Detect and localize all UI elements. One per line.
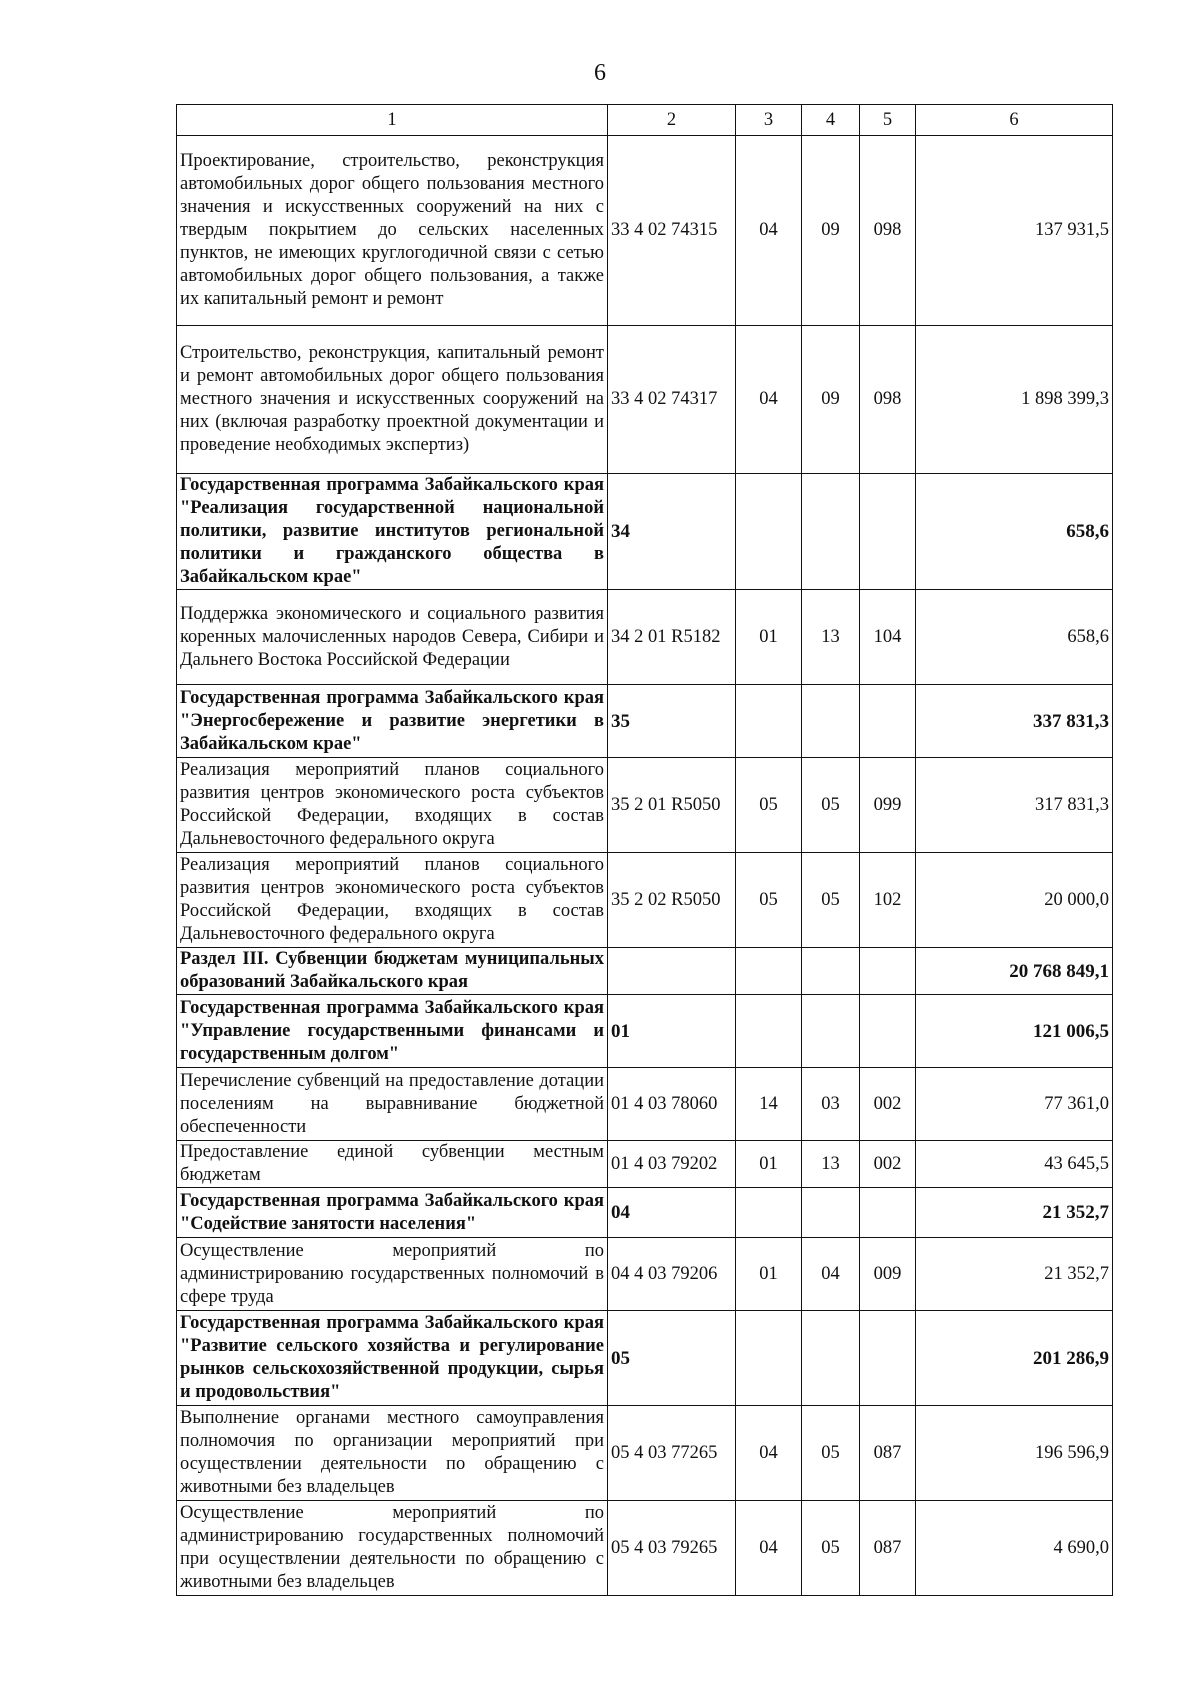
page-number: 6 <box>594 60 606 86</box>
row-col3-cell: 01 <box>736 1238 802 1311</box>
row-amount-cell: 20 768 849,1 <box>916 948 1113 995</box>
row-name-cell: Поддержка экономического и социального развития коренных малочисленных народов Севера, Сибири и Дальнего Востока Российской Федерации <box>177 590 608 685</box>
row-col5-cell: 087 <box>860 1406 916 1501</box>
row-code-cell: 35 2 02 R5050 <box>608 853 736 948</box>
row-col5-cell: 102 <box>860 853 916 948</box>
row-amount-cell: 658,6 <box>916 474 1113 590</box>
column-header-1: 1 <box>177 105 608 136</box>
row-amount-cell: 201 286,9 <box>916 1311 1113 1406</box>
table-row <box>177 136 1113 326</box>
table-row <box>177 1406 1113 1501</box>
row-col4-cell <box>802 474 860 590</box>
row-col3-cell: 04 <box>736 1406 802 1501</box>
row-col4-cell: 13 <box>802 1141 860 1188</box>
row-code-cell: 01 <box>608 995 736 1068</box>
row-col3-cell <box>736 1188 802 1238</box>
row-col3-cell <box>736 948 802 995</box>
table-row <box>177 758 1113 853</box>
row-code-cell <box>608 948 736 995</box>
row-col4-cell: 04 <box>802 1238 860 1311</box>
row-col5-cell: 098 <box>860 326 916 474</box>
row-col3-cell: 05 <box>736 853 802 948</box>
table-row <box>177 1141 1113 1188</box>
row-col4-cell: 03 <box>802 1068 860 1141</box>
row-col4-cell <box>802 995 860 1068</box>
row-code-cell: 05 4 03 77265 <box>608 1406 736 1501</box>
row-amount-cell: 317 831,3 <box>916 758 1113 853</box>
row-col5-cell: 009 <box>860 1238 916 1311</box>
row-name-cell: Государственная программа Забайкальского края "Энергосбережение и развитие энергетики в Забайкальском крае" <box>177 685 608 758</box>
row-name-cell: Перечисление субвенций на предоставление дотации поселениям на выравнивание бюджетной обеспеченности <box>177 1068 608 1141</box>
row-col3-cell: 04 <box>736 1501 802 1596</box>
row-amount-cell: 21 352,7 <box>916 1188 1113 1238</box>
row-col3-cell <box>736 995 802 1068</box>
row-code-cell: 35 <box>608 685 736 758</box>
row-amount-cell: 4 690,0 <box>916 1501 1113 1596</box>
row-amount-cell: 1 898 399,3 <box>916 326 1113 474</box>
row-col5-cell: 002 <box>860 1068 916 1141</box>
row-name-cell: Государственная программа Забайкальского края "Развитие сельского хозяйства и регулирование рынков сельскохозяйственной продукции, сырья и продовольствия" <box>177 1311 608 1406</box>
table-row <box>177 326 1113 474</box>
row-col5-cell <box>860 685 916 758</box>
row-amount-cell: 43 645,5 <box>916 1141 1113 1188</box>
row-col4-cell <box>802 1188 860 1238</box>
row-code-cell: 33 4 02 74315 <box>608 136 736 326</box>
table-row <box>177 1188 1113 1238</box>
row-col3-cell <box>736 474 802 590</box>
row-col4-cell: 13 <box>802 590 860 685</box>
row-code-cell: 04 <box>608 1188 736 1238</box>
row-name-cell: Государственная программа Забайкальского края "Содействие занятости населения" <box>177 1188 608 1238</box>
row-col5-cell: 098 <box>860 136 916 326</box>
row-col5-cell: 087 <box>860 1501 916 1596</box>
table-row <box>177 1501 1113 1596</box>
column-header-6: 6 <box>916 105 1113 136</box>
row-code-cell: 01 4 03 79202 <box>608 1141 736 1188</box>
table-row <box>177 474 1113 590</box>
row-col4-cell <box>802 1311 860 1406</box>
column-header-4: 4 <box>802 105 860 136</box>
table-row <box>177 1238 1113 1311</box>
row-col5-cell <box>860 1311 916 1406</box>
row-col5-cell: 002 <box>860 1141 916 1188</box>
row-col3-cell: 14 <box>736 1068 802 1141</box>
row-code-cell: 34 2 01 R5182 <box>608 590 736 685</box>
table-row <box>177 590 1113 685</box>
row-name-cell: Реализация мероприятий планов социального развития центров экономического роста субъектов Российской Федерации, входящих в состав Дальневосточного федерального округа <box>177 758 608 853</box>
row-name-cell: Раздел III. Субвенции бюджетам муниципальных образований Забайкальского края <box>177 948 608 995</box>
row-col3-cell: 04 <box>736 136 802 326</box>
row-name-cell: Реализация мероприятий планов социального развития центров экономического роста субъектов Российской Федерации, входящих в состав Дальневосточного федерального округа <box>177 853 608 948</box>
column-header-2: 2 <box>608 105 736 136</box>
row-col4-cell <box>802 685 860 758</box>
row-col4-cell: 05 <box>802 758 860 853</box>
row-col3-cell: 04 <box>736 326 802 474</box>
row-col4-cell <box>802 948 860 995</box>
row-col4-cell: 09 <box>802 136 860 326</box>
row-code-cell: 05 4 03 79265 <box>608 1501 736 1596</box>
row-code-cell: 34 <box>608 474 736 590</box>
row-code-cell: 35 2 01 R5050 <box>608 758 736 853</box>
row-name-cell: Выполнение органами местного самоуправления полномочия по организации мероприятий при осуществлении деятельности по обращению с животными без владельцев <box>177 1406 608 1501</box>
column-header-3: 3 <box>736 105 802 136</box>
row-col5-cell: 104 <box>860 590 916 685</box>
row-col5-cell: 099 <box>860 758 916 853</box>
row-name-cell: Предоставление единой субвенции местным бюджетам <box>177 1141 608 1188</box>
row-name-cell: Осуществление мероприятий по администрированию государственных полномочий при осуществлении деятельности по обращению с животными без владельцев <box>177 1501 608 1596</box>
row-col5-cell <box>860 948 916 995</box>
table-header-row <box>177 105 1113 136</box>
row-col3-cell <box>736 1311 802 1406</box>
row-code-cell: 33 4 02 74317 <box>608 326 736 474</box>
row-name-cell: Строительство, реконструкция, капитальный ремонт и ремонт автомобильных дорог общего пользования местного значения и искусственных сооружений на них (включая разработку проектной документации и проведение необходимых экспертиз) <box>177 326 608 474</box>
row-amount-cell: 21 352,7 <box>916 1238 1113 1311</box>
table-row <box>177 995 1113 1068</box>
budget-table <box>176 104 1113 1596</box>
row-col4-cell: 05 <box>802 1406 860 1501</box>
row-name-cell: Государственная программа Забайкальского края "Реализация государственной национальной политики, развитие институтов региональной политики и гражданского общества в Забайкальском крае" <box>177 474 608 590</box>
row-amount-cell: 121 006,5 <box>916 995 1113 1068</box>
column-header-5: 5 <box>860 105 916 136</box>
row-amount-cell: 77 361,0 <box>916 1068 1113 1141</box>
row-code-cell: 05 <box>608 1311 736 1406</box>
row-col3-cell: 01 <box>736 1141 802 1188</box>
table-row <box>177 1068 1113 1141</box>
row-col5-cell <box>860 474 916 590</box>
row-code-cell: 01 4 03 78060 <box>608 1068 736 1141</box>
row-name-cell: Осуществление мероприятий по администрированию государственных полномочий в сфере труда <box>177 1238 608 1311</box>
row-amount-cell: 20 000,0 <box>916 853 1113 948</box>
row-col4-cell: 05 <box>802 1501 860 1596</box>
table-row <box>177 948 1113 995</box>
row-col3-cell <box>736 685 802 758</box>
row-amount-cell: 658,6 <box>916 590 1113 685</box>
row-name-cell: Государственная программа Забайкальского края "Управление государственными финансами и государственным долгом" <box>177 995 608 1068</box>
table-row <box>177 685 1113 758</box>
row-col3-cell: 01 <box>736 590 802 685</box>
table-row <box>177 853 1113 948</box>
row-amount-cell: 337 831,3 <box>916 685 1113 758</box>
row-code-cell: 04 4 03 79206 <box>608 1238 736 1311</box>
row-name-cell: Проектирование, строительство, реконструкция автомобильных дорог общего пользования местного значения и искусственных сооружений на них с твердым покрытием до сельских населенных пунктов, не имеющих круглогодичной связи с сетью автомобильных дорог общего пользования, а также их капитальный ремонт и ремонт <box>177 136 608 326</box>
row-col4-cell: 05 <box>802 853 860 948</box>
row-col3-cell: 05 <box>736 758 802 853</box>
row-col5-cell <box>860 995 916 1068</box>
row-col5-cell <box>860 1188 916 1238</box>
row-amount-cell: 196 596,9 <box>916 1406 1113 1501</box>
row-amount-cell: 137 931,5 <box>916 136 1113 326</box>
table-row <box>177 1311 1113 1406</box>
row-col4-cell: 09 <box>802 326 860 474</box>
